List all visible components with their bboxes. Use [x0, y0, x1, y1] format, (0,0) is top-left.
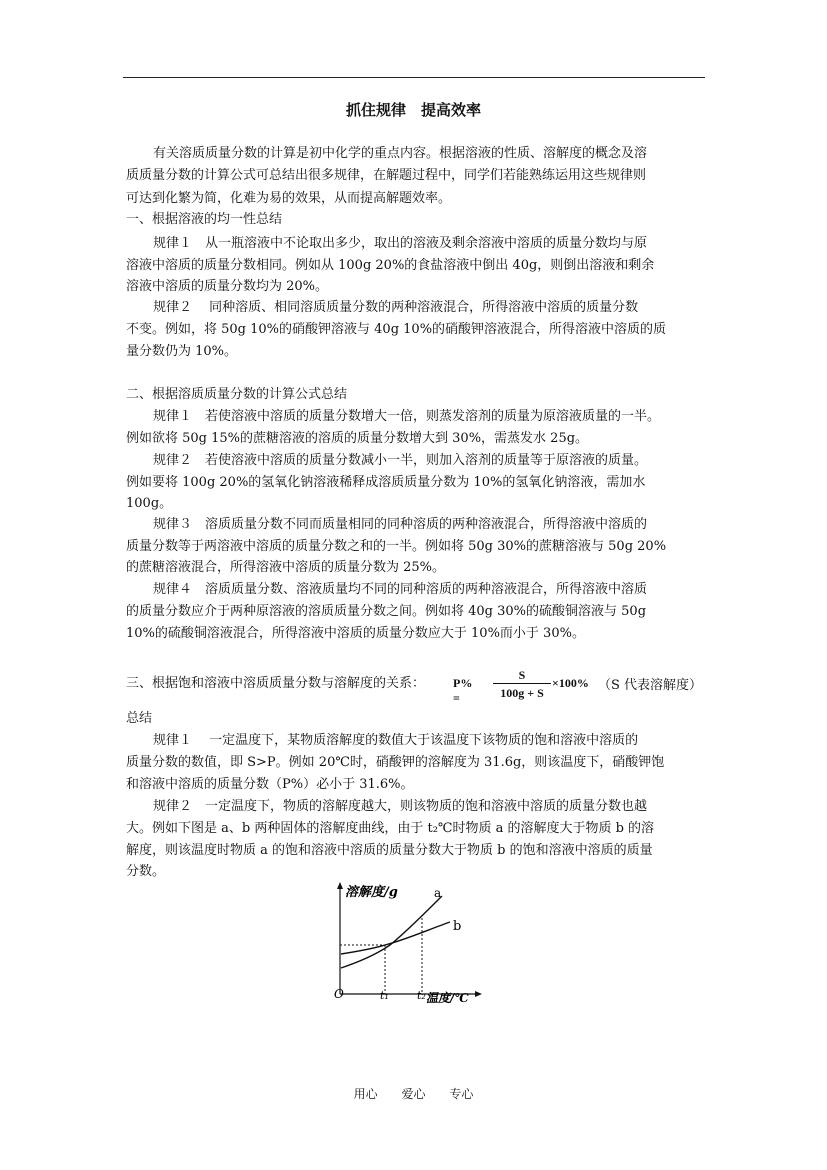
paragraph-line: 100g。 [126, 496, 173, 511]
paragraph-line: 总结 [126, 711, 153, 726]
paragraph-line: 解度，则该温度时物质 a 的饱和溶液中溶质的质量分数大于物质 b 的饱和溶液中溶质的质量 [126, 843, 653, 858]
curve-b-label: b [453, 919, 462, 934]
y-axis-arrow [337, 882, 343, 889]
paragraph-line: 量分数仍为 10%。 [126, 344, 238, 359]
paragraph-line: 规律２ 若使溶液中溶质的质量分数减小一半，则加入溶剂的质量等于原溶液的质量。 [153, 453, 648, 468]
paragraph-line: 例如欲将 50g 15%的蔗糖溶液的溶质的质量分数增大到 30%，需蒸发水 25g。 [126, 431, 589, 446]
curve-b [341, 922, 450, 954]
paragraph-line: 规律３ 溶质质量分数不同而质量相同的同种溶质的两种溶液混合，所得溶液中溶质的 [153, 517, 648, 532]
paragraph-line: 规律１ 若使溶液中溶质的质量分数增大一倍，则蒸发溶剂的质量为原溶液质量的一半。 [153, 409, 661, 424]
formula-fraction [493, 667, 551, 700]
section-heading: 一、根据溶液的均一性总结 [126, 212, 283, 227]
paragraph-line: 大。例如下图是 a、b 两种固体的溶解度曲线，由于 t₂℃时物质 a 的溶解度大于物质 b 的溶 [126, 821, 655, 836]
paragraph-line: 的质量分数应介于两种原溶液的溶质质量分数之间。例如将 40g 30%的硫酸铜溶液与 50g [126, 604, 647, 619]
x-axis-label: 温度/℃ [426, 991, 469, 1005]
paragraph-line: 质质量分数的计算公式可总结出很多规律，在解题过程中，同学们若能熟练运用这些规律则 [126, 168, 647, 183]
paragraph-line: 10%的硫酸铜溶液混合，所得溶液中溶质的质量分数应大于 10%而小于 30%。 [126, 626, 585, 641]
paragraph-line: 规律４ 溶质质量分数、溶液质量均不同的同种溶质的两种溶液混合，所得溶液中溶质 [153, 582, 648, 597]
footer-item: 爱心 [401, 1087, 426, 1101]
paragraph-line: 溶液中溶质的质量分数相同。例如从 100g 20%的食盐溶液中倒出 40g，则倒出溶液和剩余 [126, 258, 655, 273]
paragraph-line: 和溶液中溶质的质量分数（P%）必小于 31.6%。 [126, 777, 414, 792]
paragraph-line: 质量分数等于两溶液中溶质的质量分数之和的一半。例如将 50g 30%的蔗糖溶液与 50g 20% [126, 539, 667, 554]
paragraph-line: 规律２ 同种溶质、相同溶质质量分数的两种溶液混合，所得溶液中溶质的质量分数 [153, 300, 639, 315]
curve-a-label: a [434, 886, 442, 900]
paragraph-line: 规律１ 从一瓶溶液中不论取出多少，取出的溶液及剩余溶液中溶质的质量分数均与原 [153, 236, 648, 251]
formula-lhs: P% = [453, 676, 473, 705]
paragraph-line: 有关溶质质量分数的计算是初中化学的重点内容。根据溶液的性质、溶解度的概念及溶 [153, 146, 648, 161]
origin-label: O [334, 987, 344, 1001]
solubility-curve-figure [330, 878, 500, 1008]
y-axis-label: 溶解度/g [345, 885, 398, 900]
paragraph-line: 规律２ 一定温度下，物质的溶解度越大，则该物质的饱和溶液中溶质的质量分数也越 [153, 799, 648, 814]
section-heading: 三、根据饱和溶液中溶质质量分数与溶解度的关系： [126, 676, 426, 691]
paragraph-line: 可达到化繁为简，化难为易的效果，从而提高解题效率。 [126, 191, 452, 206]
header-rule [123, 77, 705, 78]
formula-note: （S 代表溶解度） [598, 678, 703, 693]
x-axis-arrow [475, 991, 482, 997]
tick-t1: t₁ [380, 989, 389, 1002]
paragraph-line: 的蔗糖溶液混合，所得溶液中溶质的质量分数为 25%。 [126, 560, 446, 575]
paragraph-line: 例如要将 100g 20%的氢氧化钠溶液稀释成溶质质量分数为 10%的氢氧化钠溶液，需加水 [126, 475, 646, 490]
tick-t2: t₂ [417, 989, 426, 1002]
footer-item: 用心 [353, 1087, 378, 1101]
formula-denominator: 100g + S [500, 686, 544, 700]
page-footer [0, 1085, 827, 1102]
paragraph-line: 不变。例如，将 50g 10%的硝酸钾溶液与 40g 10%的硝酸钾溶液混合，所得溶液中溶质的质 [126, 322, 667, 337]
paragraph-line: 规律１ 一定温度下，某物质溶解度的数值大于该温度下该物质的饱和溶液中溶质的 [153, 733, 639, 748]
paragraph-line: 分数。 [126, 864, 166, 879]
formula-numerator: S [518, 668, 526, 682]
paragraph-line: 质量分数的数值，即 S>P。例如 20℃时，硝酸钾的溶解度为 31.6g，则该温度下，硝酸钾饱 [126, 755, 665, 770]
formula-times: ×100% [552, 676, 589, 690]
curve-a [341, 896, 442, 968]
page-title: 抓住规律 提高效率 [345, 101, 481, 119]
paragraph-line: 溶液中溶质的质量分数均为 20%。 [126, 279, 329, 294]
footer-item: 专心 [449, 1087, 474, 1101]
section-heading: 二、根据溶质质量分数的计算公式总结 [126, 387, 348, 402]
